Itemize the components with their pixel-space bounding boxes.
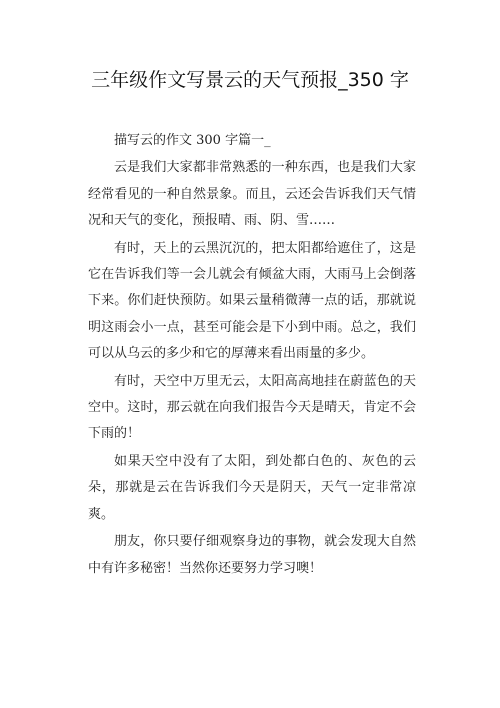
paragraph-3: 有时，天空中万里无云，太阳高高地挂在蔚蓝色的天空中。这时，那云就在向我们报告今天是晴天，肯定不会下雨的！ xyxy=(88,373,416,442)
paragraph-2: 有时，天上的云黑沉沉的，把太阳都给遮住了，这是它在告诉我们等一会儿就会有倾盆大雨，大雨马上会倒落下来。你们赶快预防。如果云量稍微薄一点的话，那就说明这雨会小一点，甚至可能会是下小到中雨。总之，我们可以从乌云的多少和它的厚薄来看出雨量的多少。 xyxy=(88,240,416,362)
section-subtitle: 描写云的作文 300 字篇一_ xyxy=(114,133,271,148)
paragraph-1: 云是我们大家都非常熟悉的一种东西，也是我们大家经常看见的一种自然景象。而且，云还会告诉我们天气情况和天气的变化，预报晴、雨、阴、雪…… xyxy=(88,160,416,229)
paragraph-5: 朋友，你只要仔细观察身边的事物，就会发现大自然中有许多秘密！当然你还要努力学习噢！ xyxy=(88,534,416,576)
document-body xyxy=(88,128,416,583)
document-title: 三年级作文写景云的天气预报_350 字 xyxy=(91,69,409,91)
paragraph-4: 如果天空中没有了太阳，到处都白色的、灰色的云朵，那就是云在告诉我们今天是阴天，天气一定非常凉爽。 xyxy=(88,453,416,522)
